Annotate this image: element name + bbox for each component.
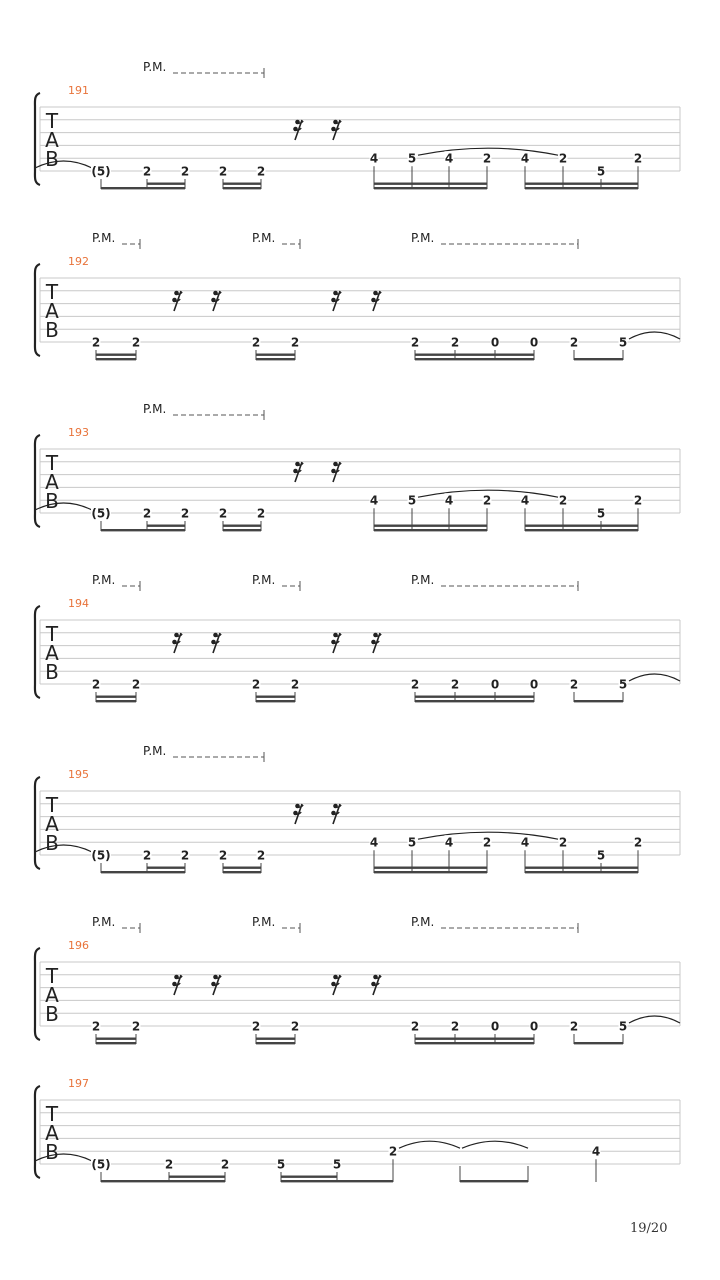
tab-clef-letter: A [45,470,59,494]
tab-clef-letter: T [45,451,59,475]
beam-secondary [374,525,487,527]
beam-secondary [96,696,136,698]
tie-arc [35,1154,92,1161]
fret-number: 2 [251,677,261,692]
beam-primary [96,700,136,702]
beam-secondary [147,867,185,869]
fret-number: 2 [180,506,190,521]
fret-number: 0 [490,1019,500,1034]
sixteenth-rest-icon [172,291,182,311]
measure-number: 197 [68,1077,89,1090]
sixteenth-rest-icon [331,120,341,140]
system-bracket [35,435,40,527]
fret-number: 4 [369,493,379,508]
beam-primary [415,358,534,360]
fret-number: 5 [596,164,606,179]
fret-number: 2 [251,1019,261,1034]
beam-primary [223,871,261,873]
system-bracket [35,264,40,356]
fret-number: 2 [290,677,300,692]
palm-mute-label: P.M. [92,573,116,587]
beam-primary [374,187,487,189]
tab-clef-letter: B [45,1140,59,1164]
tab-clef-letter: B [45,660,59,684]
tab-clef-letter: T [45,793,59,817]
fret-number: 2 [142,848,152,863]
fret-number: (5) [91,506,111,521]
system-bracket [35,1086,40,1178]
sixteenth-rest-icon [172,975,182,995]
tie-arc [399,1141,460,1148]
beam-primary [223,529,261,531]
fret-number: 2 [450,1019,460,1034]
beam-primary [574,700,623,702]
sixteenth-rest-icon [371,633,381,653]
fret-number: 4 [444,493,454,508]
tab-clef-letter: A [45,983,59,1007]
measure-number: 194 [68,597,89,610]
tab-clef-letter: A [45,812,59,836]
beam-secondary [281,1176,337,1178]
fret-number: 2 [569,335,579,350]
tab-clef-letter: T [45,1102,59,1126]
measure-number: 196 [68,939,89,952]
tie-arc [35,161,92,168]
fret-number: 2 [91,335,101,350]
beam-primary [256,1042,295,1044]
fret-number: 2 [290,335,300,350]
beam-primary [281,1180,393,1182]
measure-number: 195 [68,768,89,781]
beam-primary [96,358,136,360]
palm-mute-label: P.M. [92,915,116,929]
fret-number: 2 [218,506,228,521]
fret-number: 2 [218,164,228,179]
beam-primary [374,529,487,531]
measure-number: 193 [68,426,89,439]
page-number: 19/20 [630,1221,668,1236]
beam-primary [415,700,534,702]
system-bracket [35,606,40,698]
fret-number: 4 [444,151,454,166]
tie-arc [35,845,92,852]
fret-number: 2 [218,848,228,863]
beam-primary [574,358,623,360]
fret-number: 0 [529,1019,539,1034]
tab-clef-letter: B [45,318,59,342]
beam-secondary [223,867,261,869]
beam-primary [525,187,638,189]
beam-primary [101,529,185,531]
tie-arc [629,1016,680,1023]
palm-mute-label: P.M. [92,231,116,245]
beam-secondary [96,354,136,356]
fret-number: 2 [558,835,568,850]
beam-primary [101,187,185,189]
fret-number: 2 [450,335,460,350]
sixteenth-rest-icon [331,291,341,311]
fret-number: 2 [569,677,579,692]
palm-mute-label: P.M. [411,231,435,245]
sixteenth-rest-icon [211,975,221,995]
fret-number: 4 [520,835,530,850]
fret-number: 0 [529,677,539,692]
fret-number: 2 [91,1019,101,1034]
tab-clef-letter: A [45,299,59,323]
beam-secondary [256,696,295,698]
beam-secondary [96,1038,136,1040]
fret-number: 2 [180,848,190,863]
palm-mute-label: P.M. [411,915,435,929]
fret-number: 2 [482,493,492,508]
fret-number: 2 [180,164,190,179]
fret-number: 2 [450,677,460,692]
fret-number: 2 [256,506,266,521]
fret-number: 2 [482,151,492,166]
system-bracket [35,777,40,869]
fret-number: 2 [569,1019,579,1034]
tab-clef-letter: A [45,1121,59,1145]
fret-number: 5 [618,677,628,692]
sixteenth-rest-icon [211,291,221,311]
beam-primary [96,1042,136,1044]
beam-primary [525,529,638,531]
tab-clef-letter: T [45,622,59,646]
fret-number: 4 [369,151,379,166]
measure-number: 192 [68,255,89,268]
sixteenth-rest-icon [371,291,381,311]
beam-primary [256,358,295,360]
fret-number: 2 [142,164,152,179]
fret-number: 5 [407,835,417,850]
palm-mute-label: P.M. [252,573,276,587]
tab-clef-letter: B [45,147,59,171]
beam-secondary [415,354,534,356]
fret-number: 5 [596,506,606,521]
fret-number: 4 [520,493,530,508]
fret-number: 2 [558,493,568,508]
beam-primary [374,871,487,873]
fret-number: 2 [164,1157,174,1172]
fret-number: 2 [251,335,261,350]
sixteenth-rest-icon [293,462,303,482]
tab-clef-letter: B [45,489,59,513]
beam-secondary [223,183,261,185]
fret-number: 2 [633,835,643,850]
fret-number: (5) [91,1157,111,1172]
fret-number: 5 [276,1157,286,1172]
system-bracket [35,93,40,185]
fret-number: 2 [290,1019,300,1034]
fret-number: 2 [410,335,420,350]
tab-clef-letter: T [45,109,59,133]
sixteenth-rest-icon [293,804,303,824]
fret-number: 2 [91,677,101,692]
beam-primary [101,1180,225,1182]
fret-number: (5) [91,848,111,863]
beam-secondary [415,696,534,698]
beam-secondary [525,183,638,185]
sixteenth-rest-icon [331,633,341,653]
beam-secondary [256,354,295,356]
fret-number: 4 [520,151,530,166]
beam-secondary [147,525,185,527]
beam-primary [525,871,638,873]
beam-secondary [169,1176,225,1178]
tie-arc [629,332,680,339]
measure-number: 191 [68,84,89,97]
tab-clef-letter: B [45,831,59,855]
fret-number: 5 [618,1019,628,1034]
fret-number: 2 [131,1019,141,1034]
system-bracket [35,948,40,1040]
sixteenth-rest-icon [172,633,182,653]
palm-mute-label: P.M. [143,60,167,74]
sixteenth-rest-icon [331,975,341,995]
beam-primary [101,871,185,873]
fret-number: 2 [558,151,568,166]
fret-number: 4 [591,1144,601,1159]
fret-number: 0 [490,335,500,350]
fret-number: 4 [444,835,454,850]
fret-number: 2 [256,164,266,179]
sixteenth-rest-icon [371,975,381,995]
fret-number: 5 [407,151,417,166]
fret-number: 4 [369,835,379,850]
fret-number: 2 [131,677,141,692]
fret-number: 5 [332,1157,342,1172]
fret-number: 2 [482,835,492,850]
beam-primary [415,1042,534,1044]
beam-secondary [223,525,261,527]
fret-number: 2 [256,848,266,863]
fret-number: 0 [490,677,500,692]
tab-clef-letter: B [45,1002,59,1026]
fret-number: 2 [410,1019,420,1034]
fret-number: 2 [142,506,152,521]
fret-number: 2 [388,1144,398,1159]
tie-arc [35,503,92,510]
tab-clef-letter: T [45,280,59,304]
sixteenth-rest-icon [211,633,221,653]
fret-number: 2 [633,493,643,508]
palm-mute-label: P.M. [143,402,167,416]
beam-secondary [147,183,185,185]
fret-number: 0 [529,335,539,350]
beam-secondary [374,183,487,185]
fret-number: 2 [220,1157,230,1172]
fret-number: 2 [633,151,643,166]
sixteenth-rest-icon [331,804,341,824]
beam-secondary [525,525,638,527]
palm-mute-label: P.M. [252,231,276,245]
palm-mute-label: P.M. [143,744,167,758]
palm-mute-label: P.M. [411,573,435,587]
tab-clef-letter: A [45,128,59,152]
tie-arc [629,674,680,681]
tab-clef-letter: A [45,641,59,665]
fret-number: 5 [618,335,628,350]
beam-secondary [256,1038,295,1040]
sixteenth-rest-icon [331,462,341,482]
fret-number: 2 [410,677,420,692]
fret-number: 5 [407,493,417,508]
fret-number: (5) [91,164,111,179]
tie-arc [462,1141,528,1148]
beam-primary [460,1180,528,1182]
fret-number: 5 [596,848,606,863]
sixteenth-rest-icon [293,120,303,140]
palm-mute-label: P.M. [252,915,276,929]
beam-secondary [415,1038,534,1040]
beam-primary [574,1042,623,1044]
beam-secondary [374,867,487,869]
beam-primary [223,187,261,189]
tab-clef-letter: T [45,964,59,988]
beam-primary [256,700,295,702]
beam-secondary [525,867,638,869]
fret-number: 2 [131,335,141,350]
